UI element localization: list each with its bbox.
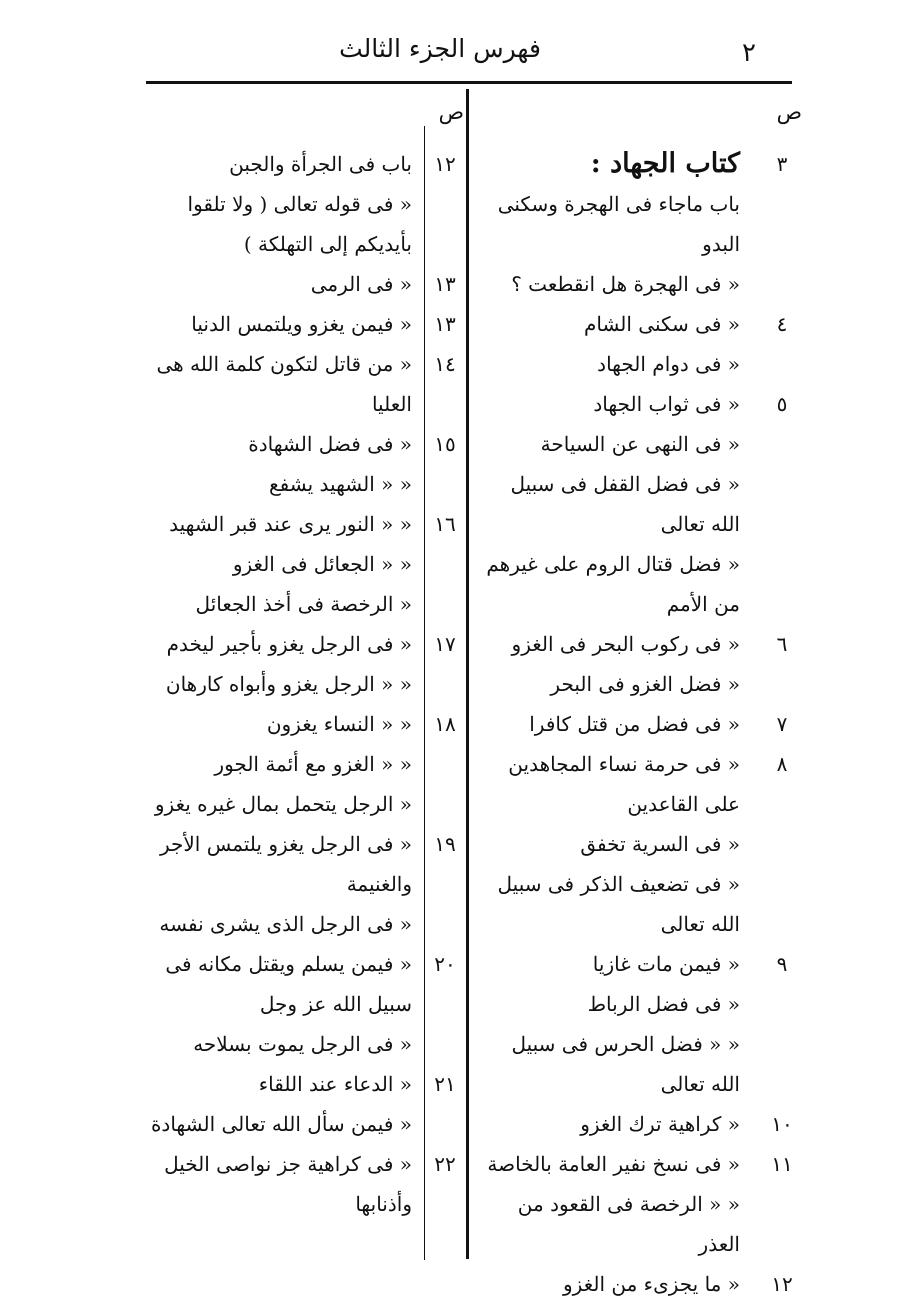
- entry-title: « فى ركوب البحر فى الغزو: [511, 632, 740, 656]
- entry-page-number: ١٨: [434, 712, 456, 736]
- entry-title: « فى فضل القفل فى سبيل الله تعالى: [510, 472, 740, 536]
- entry-title: « فى السرية تخفق: [580, 832, 740, 856]
- index-entry: [130, 184, 464, 264]
- entry-title: « « النور يرى عند قبر الشهيد: [169, 512, 412, 536]
- index-entry: [472, 744, 802, 824]
- index-entry: [472, 664, 802, 704]
- page-header-title: فهرس الجزء الثالث: [339, 34, 541, 63]
- entry-page-number: ١١: [771, 1152, 793, 1176]
- left-column: [130, 100, 464, 1260]
- right-column: [472, 100, 802, 1296]
- entry-page-number: ٨: [776, 752, 788, 776]
- index-entry: [472, 1024, 802, 1104]
- index-entry: [130, 544, 464, 584]
- index-entry: [472, 1104, 802, 1144]
- index-entry: [130, 1144, 464, 1224]
- entry-title: « فى فضل الرباط: [587, 992, 740, 1016]
- page-number: ٢: [742, 38, 756, 68]
- entry-title: « فضل الغزو فى البحر: [550, 672, 740, 696]
- entry-title: « « الجعائل فى الغزو: [232, 552, 412, 576]
- index-entry: [130, 1024, 464, 1064]
- entry-title: « فيمن يغزو ويلتمس الدنيا: [191, 312, 412, 336]
- entry-title: « فى نسخ نفير العامة بالخاصة: [487, 1152, 740, 1176]
- index-entry: [130, 584, 464, 624]
- index-entry: [472, 1144, 802, 1184]
- entry-page-number: ١٩: [434, 832, 456, 856]
- entry-title: « « الرخصة فى القعود من العذر: [517, 1192, 740, 1256]
- index-entry: [130, 904, 464, 944]
- entry-title: « فى الرجل يغزو بأجير ليخدم: [166, 632, 412, 656]
- index-entry: [130, 784, 464, 824]
- entry-title: « « النساء يغزون: [266, 712, 412, 736]
- right-column-entries: [472, 144, 802, 1304]
- entry-title: « فضل قتال الروم على غيرهم من الأمم: [486, 552, 740, 616]
- entry-page-number: ٩: [776, 952, 788, 976]
- index-entry: [472, 384, 802, 424]
- entry-page-number: ١٣: [434, 272, 456, 296]
- index-entry: [130, 144, 464, 184]
- entry-title: « فى تضعيف الذكر فى سبيل الله تعالى: [497, 872, 740, 936]
- right-column-page-label: ص: [776, 100, 802, 124]
- entry-page-number: ٥: [776, 392, 788, 416]
- entry-page-number: ٣: [776, 152, 788, 176]
- index-entry: [130, 624, 464, 664]
- entry-title: « فيمن مات غازيا: [592, 952, 740, 976]
- entry-title: « فى الرمى: [310, 272, 412, 296]
- entry-title: « « فضل الحرس فى سبيل الله تعالى: [511, 1032, 740, 1096]
- index-entry: [130, 504, 464, 544]
- entry-title: « فى حرمة نساء المجاهدين على القاعدين: [508, 752, 740, 816]
- index-entry: [472, 944, 802, 984]
- section-heading: [472, 144, 802, 184]
- index-entry: [130, 264, 464, 304]
- entry-page-number: ١٢: [771, 1272, 793, 1296]
- entry-page-number: ١٤: [434, 352, 456, 376]
- index-entry: [472, 264, 802, 304]
- entry-page-number: ٢٢: [434, 1152, 456, 1176]
- entry-title: « فى الرجل يغزو يلتمس الأجر والغنيمة: [159, 832, 412, 896]
- index-entry: [472, 624, 802, 664]
- entry-page-number: ٧: [776, 712, 788, 736]
- index-entry: [472, 464, 802, 544]
- entry-page-number: ١٣: [434, 312, 456, 336]
- entry-page-number: ١٧: [434, 632, 456, 656]
- left-column-page-label: ص: [438, 100, 464, 124]
- index-entry: [472, 544, 802, 624]
- index-entry: [472, 304, 802, 344]
- entry-page-number: ١٠: [771, 1112, 793, 1136]
- entry-title: « الرجل يتحمل بمال غيره يغزو: [154, 792, 412, 816]
- index-entry: [130, 824, 464, 904]
- index-entry: [472, 344, 802, 384]
- column-divider: [466, 89, 469, 1259]
- index-entry: [472, 824, 802, 864]
- entry-page-number: ٢٠: [434, 952, 456, 976]
- entry-title: « « الغزو مع أئمة الجور: [214, 752, 412, 776]
- entry-title: كتاب الجهاد :: [590, 148, 740, 179]
- entry-title: « فيمن سأل الله تعالى الشهادة: [150, 1112, 412, 1136]
- entry-title: « ما يجزىء من الغزو: [563, 1272, 740, 1296]
- index-entry: [472, 184, 802, 264]
- left-column-entries: [130, 144, 464, 1224]
- header-rule: [146, 81, 792, 84]
- entry-page-number: ٦: [776, 632, 788, 656]
- entry-title: « فى ثواب الجهاد: [593, 392, 740, 416]
- entry-page-number: ١٥: [434, 432, 456, 456]
- entry-title: « فى سكنى الشام: [583, 312, 740, 336]
- entry-title: « فى فضل من قتل كافرا: [529, 712, 740, 736]
- index-entry: [472, 424, 802, 464]
- entry-title: « كراهية ترك الغزو: [580, 1112, 740, 1136]
- entry-title: « فى قوله تعالى ( ولا تلقوا بأيديكم إلى التهلكة ): [187, 192, 412, 256]
- entry-title: باب ماجاء فى الهجرة وسكنى البدو: [497, 192, 740, 256]
- index-entry: [130, 424, 464, 464]
- index-entry: [130, 704, 464, 744]
- index-entry: [472, 1184, 802, 1264]
- entry-title: « فى النهى عن السياحة: [540, 432, 740, 456]
- index-entry: [130, 304, 464, 344]
- entry-page-number: ٢١: [434, 1072, 456, 1096]
- entry-title: « فى دوام الجهاد: [597, 352, 740, 376]
- entry-title: « فى فضل الشهادة: [248, 432, 412, 456]
- entry-title: « فى الرجل يموت بسلاحه: [193, 1032, 412, 1056]
- entry-title: « من قاتل لتكون كلمة الله هى العليا: [156, 352, 412, 416]
- entry-title: « فى الرجل الذى يشرى نفسه: [159, 912, 412, 936]
- entry-title: « الدعاء عند اللقاء: [258, 1072, 412, 1096]
- index-entry: [130, 664, 464, 704]
- entry-title: « « الشهيد يشفع: [269, 472, 412, 496]
- index-entry: [472, 984, 802, 1024]
- entry-title: باب فى الجرأة والجبن: [229, 152, 412, 176]
- entry-title: « فيمن يسلم ويقتل مكانه فى سبيل الله عز وجل: [165, 952, 412, 1016]
- entry-title: « فى كراهية جز نواصى الخيل وأذنابها: [164, 1152, 412, 1216]
- index-entry: [130, 464, 464, 504]
- index-entry: [130, 1104, 464, 1144]
- index-entry: [472, 864, 802, 944]
- entry-page-number: ١٦: [434, 512, 456, 536]
- index-entry: [130, 944, 464, 1024]
- index-entry: [130, 744, 464, 784]
- entry-title: « « الرجل يغزو وأبواه كارهان: [165, 672, 412, 696]
- index-entry: [130, 344, 464, 424]
- entry-page-number: ١٢: [434, 152, 456, 176]
- index-entry: [472, 1264, 802, 1304]
- entry-page-number: ٤: [776, 312, 788, 336]
- entry-title: « فى الهجرة هل انقطعت ؟: [511, 272, 740, 296]
- index-entry: [472, 704, 802, 744]
- entry-title: « الرخصة فى أخذ الجعائل: [195, 592, 412, 616]
- index-entry: [130, 1064, 464, 1104]
